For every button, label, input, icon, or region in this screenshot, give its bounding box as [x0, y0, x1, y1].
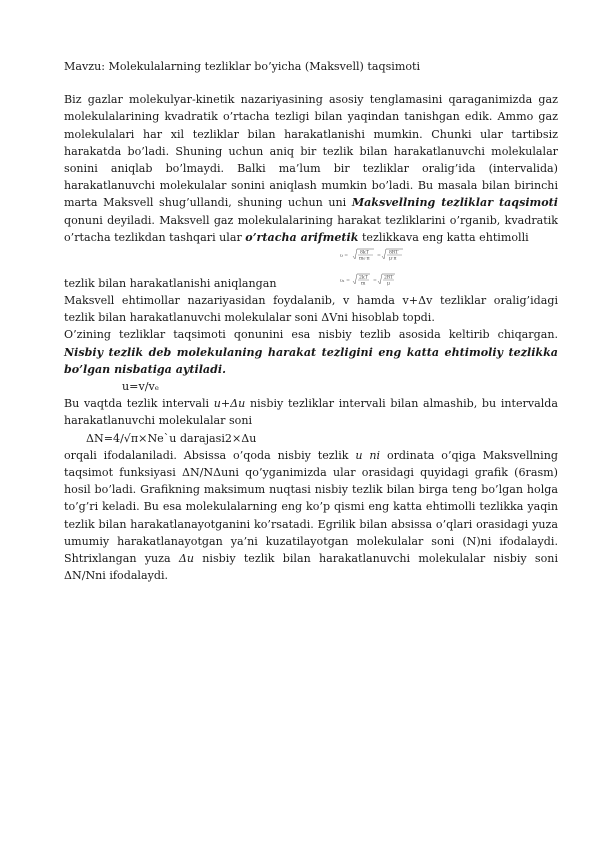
formula-v2-b-den: μ: [387, 281, 390, 287]
paragraph-interval: [64, 395, 558, 429]
formula-v1-a-den: m₀·π: [359, 256, 370, 262]
formula-v2-b-num: 2RT: [384, 275, 394, 281]
graph-u-symbol: u ni: [355, 448, 381, 462]
formula-eq-2: =: [373, 279, 377, 285]
document-page: [64, 58, 558, 584]
emphasis-maxwell-distribution: Maksvellning tezliklar taqsimoti: [351, 196, 559, 210]
intro-text-end: tezlikkava eng katta ehtimolli: [358, 230, 529, 244]
intro-text: Biz gazlar molekulyar-kinetik nazariyasining asosiy tenglamasini qaraganimizda gaz molekulalarining kvadratik o’rtacha tezligi bilan yaqindan tanishgan edik. Ammo gaz molekulalari har xil tezliklar bilan harakatlanishi mumkin. Chunki ular tartibsiz harakatda bo’ladi. Shuning uchun aniq bir tezlik bilan harakatlanuvchi molekulalar sonini aniqlab bo’lmaydi. Balki ma’lum bir tezliklar oralig’ida (intervalida) harakatlanuvchi molekulalar sonini aniqlash mumkin bo’ladi. Bu masala bilan birinchi marta Maksvell shug’ullandi, shuning uchun uni: [64, 93, 558, 210]
equation-delta-n: ΔN=4/√π×Ne`u darajasi2×Δu: [86, 431, 257, 445]
graph-text-cont: ordinata o’qiga Maksvellning taqsimot funksiyasi ΔN/NΔuni qo’yganimizda ular orasidagi quyidagi grafik (6rasm) hosil bo’ladi. Grafikning maksimum nuqtasi nisbiy tezlik bilan birga teng bo’lgan holga to’g’ri keladi. Bu esa molekulalarning eng ko’p qismi eng katta ehtimolli tezlikka yaqin tezlik bilan harakatlanayotganini ko’rsatadi. Egrilik bilan absissa o’qlari orasidagi yuza umumiy harakatlanayotgan ya’ni kuzatilayotgan molekulalar soni (N)ni ifodalaydi. Shtrixlangan yuza: [64, 448, 558, 566]
formula-v2-a-num: 2kT: [359, 275, 368, 281]
velocity-formula-image: [340, 246, 430, 290]
relative-velocity-text: O’zining tezliklar taqsimoti qonunini esa nisbiy tezlib asosida keltirib chiqargan.: [64, 328, 558, 342]
paragraph-maxwell-probability: Maksvell ehtimollar nazariyasidan foydalanib, v hamda v+Δv tezliklar oralig’idagi tezlik bilan harakatlanuvchi molekulalar soni ΔVni hisoblab topdi.: [64, 294, 558, 325]
paragraph-graph-description: [64, 447, 558, 585]
document-title: [64, 58, 558, 75]
interval-expression: u+Δu: [213, 397, 246, 411]
formula-eq-1: =: [377, 254, 381, 260]
paragraph-relative-velocity: [64, 326, 558, 378]
title-text: Mavzu: Molekulalarning tezliklar bo’yicha (Maksvell) taqsimoti: [64, 60, 421, 73]
emphasis-arithmetic-mean: o’rtacha arifmetik: [245, 230, 359, 244]
graph-text-end: nisbiy tezlik bilan harakatlanuvchi molekulalar nisbiy soni ΔN/Nni ifodalaydi.: [64, 552, 558, 583]
formula-v1-b-den: μ·π: [389, 256, 397, 262]
equation-relative-velocity: u=v/vₑ: [122, 380, 160, 394]
paragraph-intro: [64, 91, 558, 246]
graph-text: orqali ifodalaniladi. Absissa o’qoda nisbiy tezlik: [64, 448, 356, 462]
interval-text: Bu vaqtda tezlik intervali: [64, 397, 214, 411]
formula-v1-lhs: υ =: [340, 254, 349, 260]
formula-label: tezlik bilan harakatlanishi aniqlangan: [64, 276, 277, 290]
formula-row: [64, 246, 558, 292]
formula-v2-a-den: m: [361, 281, 366, 287]
formula-v1-b-num: 8RT: [389, 250, 399, 256]
graph-delta-u-symbol: Δu: [178, 552, 195, 566]
interval-text-cont: nisbiy tezliklar intervali bilan almashib, bu intervalda harakatlanuvchi molekulalar soni: [64, 397, 558, 428]
formula-v2-lhs: υ₁ =: [340, 279, 350, 285]
intro-text-cont: qonuni deyiladi. Maksvell gaz molekulalarining harakat tezliklarini o’rganib, kvadratik o’rtacha tezlikdan tashqari ular: [64, 213, 558, 244]
formula-v1-a-num: 8kT: [360, 250, 369, 256]
emphasis-relative-velocity-definition: Nisbiy tezlik deb molekulaning harakat tezligini eng katta ehtimoliy tezlikka bo’lgan nisbatiga aytiladi.: [64, 345, 558, 376]
